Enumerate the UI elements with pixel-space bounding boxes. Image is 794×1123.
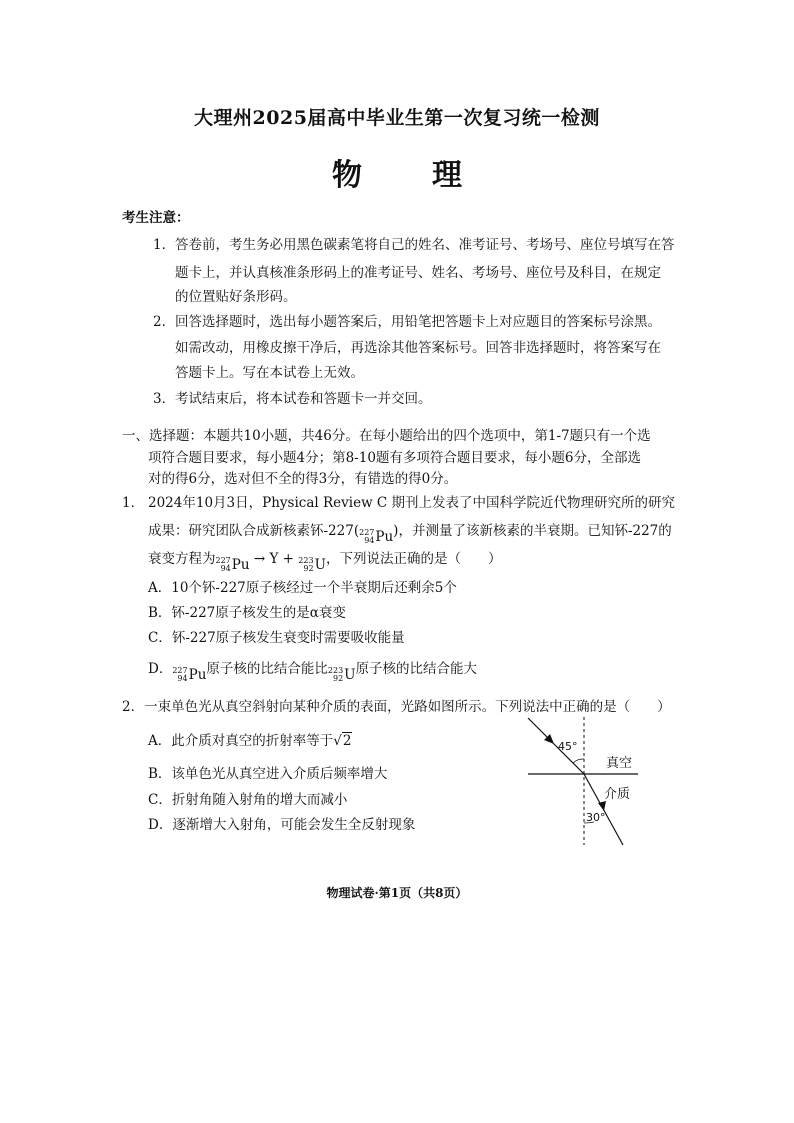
pu-symbol: Pu bbox=[375, 529, 394, 545]
u-mass-number: 223 bbox=[327, 666, 344, 675]
q2-option-b[interactable]: B．该单色光从真空进入介质后频率增大 bbox=[148, 766, 388, 782]
q1-line3-end: ，下列说法正确的是（ ） bbox=[325, 551, 502, 567]
notice-item-line: 的位置贴好条形码。 bbox=[175, 289, 297, 305]
section-heading-line: 项符合题目要求，每小题4分；第8-10题有多项符合题目要求，每小题6分，全部选 bbox=[148, 450, 642, 466]
q2-option-c[interactable]: C．折射角随入射角的增大而减小 bbox=[148, 792, 348, 808]
section-heading-line: 对的得6分，选对但不全的得3分，有错选的得0分。 bbox=[148, 471, 458, 487]
pu-atomic-number: 94 bbox=[364, 536, 375, 545]
sqrt-radicand: 2 bbox=[342, 733, 352, 749]
q1-option-a[interactable]: A．10个钚-227原子核经过一个半衰期后还剩余5个 bbox=[148, 580, 457, 596]
notice-item-number: 3． bbox=[153, 391, 176, 407]
u-atomic-number: 92 bbox=[303, 564, 314, 573]
notice-item-line: 题卡上，并认真核准条形码上的准考证号、姓名、考场号、座位号及科目，在规定 bbox=[175, 265, 661, 281]
q1-option-d-label: D． bbox=[148, 661, 173, 677]
q1-line3-start: 衰变方程为 bbox=[148, 551, 216, 567]
notice-item-line: 如需改动，用橡皮擦干净后，再选涂其他答案标号。回答非选择题时，将答案写在 bbox=[175, 340, 661, 356]
angle-label-bottom: 30° bbox=[586, 811, 606, 824]
q1-stem-line1: 2024年10月3日，Physical Review C 期刊上发表了中国科学院近代物理研究所的研究 bbox=[148, 495, 676, 511]
pu-nuclide bbox=[172, 667, 206, 683]
notice-item-number: 2． bbox=[153, 314, 176, 330]
incidence-angle-arc bbox=[573, 759, 584, 763]
pu-symbol: Pu bbox=[231, 557, 250, 573]
notice-item-number: 1． bbox=[153, 237, 176, 253]
pu-nuclide bbox=[216, 557, 250, 573]
q1-option-d[interactable] bbox=[148, 657, 477, 683]
notice-heading: 考生注意： bbox=[122, 210, 190, 226]
notice-item-line: 答卷前，考生务必用黑色碳素笔将自己的姓名、准考证号、考场号、座位号填写在答 bbox=[175, 237, 675, 253]
pu-mass-number: 227 bbox=[172, 666, 188, 675]
q1-line2-end: )，并测量了该新核素的半衰期。已知钚-227的 bbox=[393, 523, 672, 539]
notice-item-line: 答题卡上。写在本试卷上无效。 bbox=[175, 365, 364, 381]
pu-mass-number: 227 bbox=[359, 528, 375, 537]
q2-stem: 2．一束单色光从真空斜射向某种介质的表面，光路如图所示。下列说法中正确的是（ ） bbox=[122, 699, 671, 715]
q1-line2-start: 成果：研究团队合成新核素钚-227( bbox=[148, 523, 360, 539]
u-atomic-number: 92 bbox=[332, 674, 344, 683]
q2-option-d[interactable]: D．逐渐增大入射角，可能会发生全反射现象 bbox=[148, 817, 416, 833]
page-footer: 物理试卷·第1页（共8页） bbox=[326, 886, 468, 900]
pu-atomic-number: 94 bbox=[177, 674, 188, 683]
angle-label-top: 45° bbox=[558, 740, 578, 753]
pu-nuclide bbox=[359, 529, 393, 545]
vacuum-label: 真空 bbox=[606, 756, 633, 771]
pu-atomic-number: 94 bbox=[220, 564, 231, 573]
notice-item-line: 考试结束后，将本试卷和答题卡一并交回。 bbox=[175, 391, 432, 407]
medium-label: 介质 bbox=[604, 787, 631, 802]
q2-option-a[interactable] bbox=[148, 729, 352, 749]
u-nuclide bbox=[298, 557, 326, 573]
u-symbol: U bbox=[344, 667, 356, 683]
q1-option-c[interactable]: C．钚-227原子核发生衰变时需要吸收能量 bbox=[148, 630, 405, 646]
u-nuclide bbox=[328, 667, 356, 683]
u-symbol: U bbox=[314, 557, 326, 573]
u-mass-number: 223 bbox=[298, 556, 314, 565]
q1-stem-line3 bbox=[148, 547, 501, 573]
notice-item-line: 回答选择题时，选出每小题答案后，用铅笔把答题卡上对应题目的答案标号涂黑。 bbox=[175, 314, 661, 330]
exam-title: 大理州2025届高中毕业生第一次复习统一检测 bbox=[194, 107, 600, 129]
decay-arrow: → Y + bbox=[253, 551, 294, 567]
subject-title: 物 理 bbox=[332, 158, 482, 193]
q1-option-d-end: 原子核的比结合能大 bbox=[355, 661, 478, 677]
sqrt-symbol: √2 bbox=[333, 733, 352, 749]
section-heading-line: 一、选择题：本题共10小题，共46分。在每小题给出的四个选项中，第1-7题只有一个选 bbox=[122, 428, 651, 444]
q1-option-b[interactable]: B．钚-227原子核发生的是α衰变 bbox=[148, 605, 346, 621]
q1-number: 1． bbox=[122, 495, 145, 511]
pu-mass-number: 227 bbox=[215, 556, 231, 565]
q1-stem-line2 bbox=[148, 519, 672, 545]
refraction-diagram bbox=[500, 715, 660, 850]
q1-option-d-mid: 原子核的比结合能比 bbox=[206, 661, 328, 677]
pu-symbol: Pu bbox=[188, 667, 207, 683]
q2-option-a-text: A．此介质对真空的折射率等于 bbox=[148, 733, 334, 749]
